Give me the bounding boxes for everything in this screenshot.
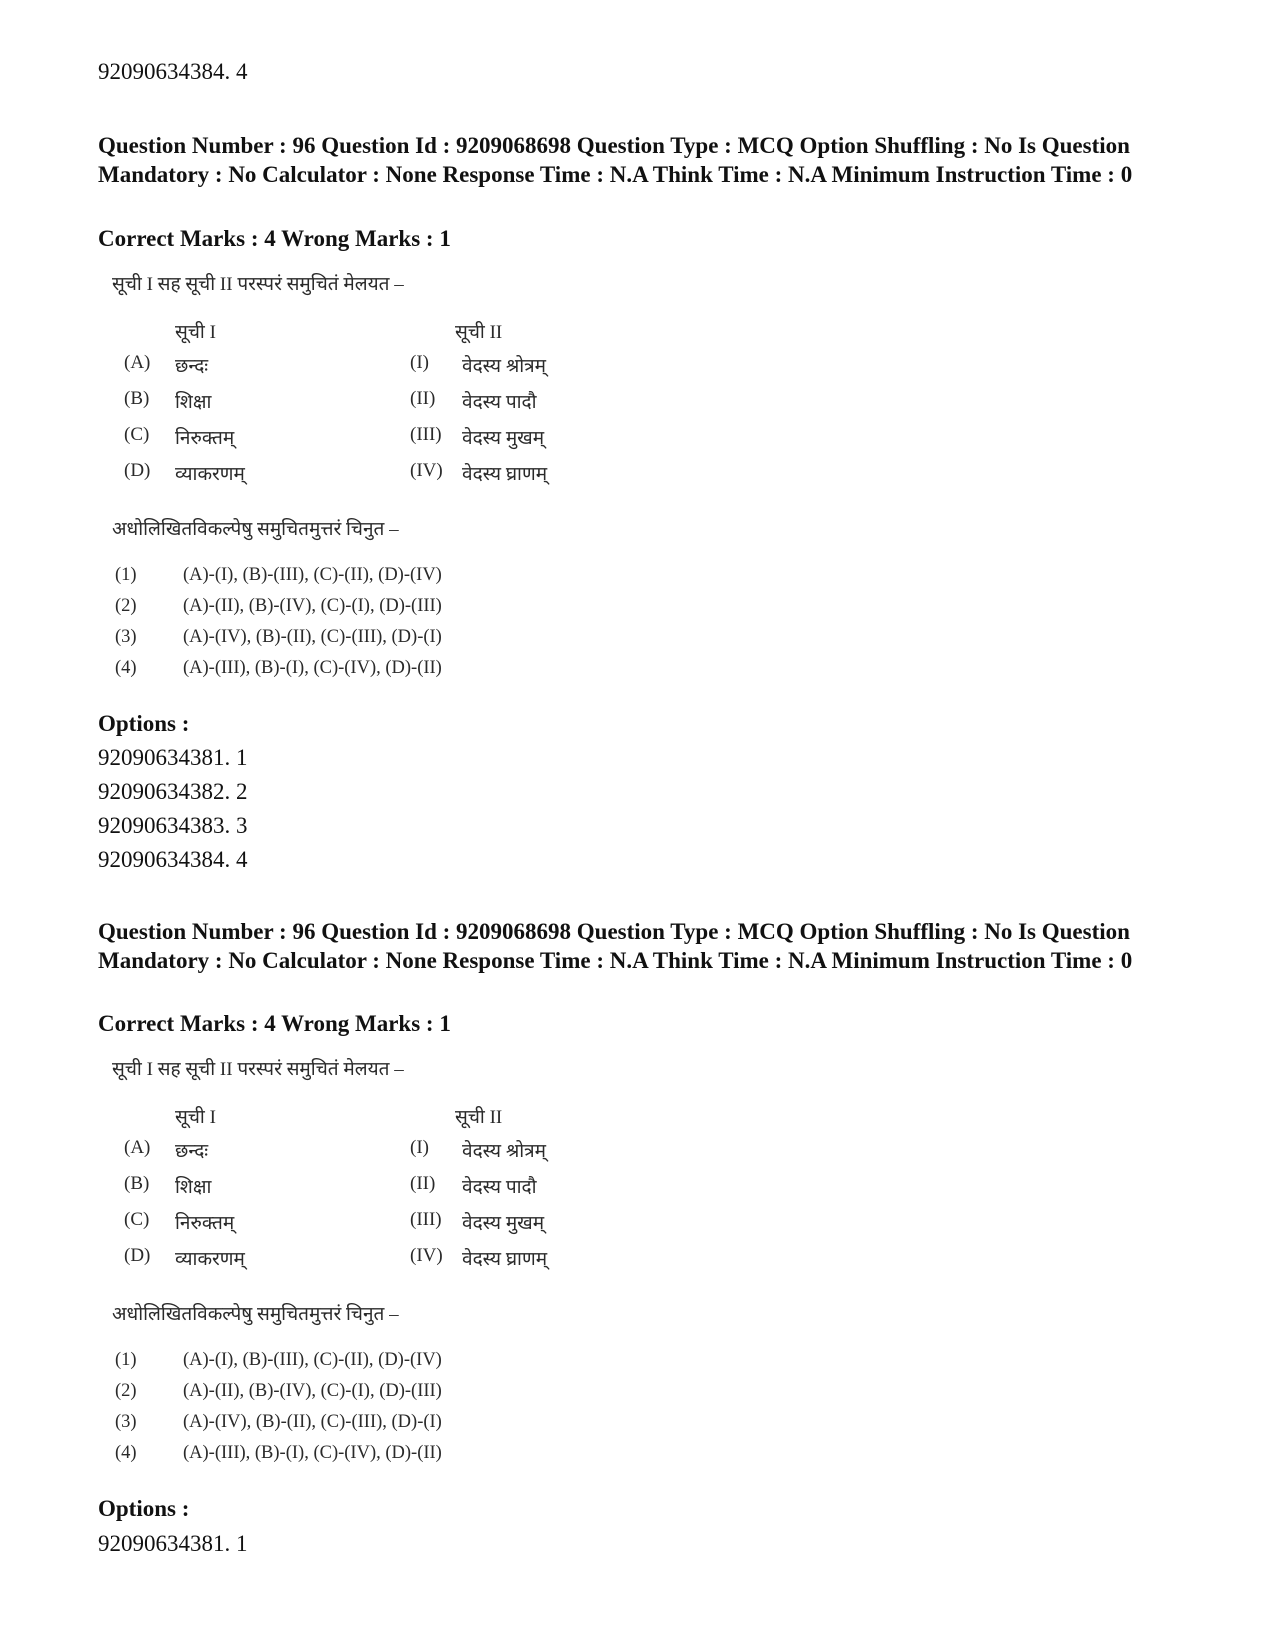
- row-item: निरुक्तम्: [175, 428, 235, 449]
- choice-text: (A)-(I), (B)-(III), (C)-(II), (D)-(IV): [183, 565, 442, 585]
- choice-text: (A)-(I), (B)-(III), (C)-(II), (D)-(IV): [183, 1350, 442, 1370]
- question-header: Question Number : 96 Question Id : 9209068698 Question Type : MCQ Option Shuffling : No Is Question Mandatory : No Calculator : None Response Time : N.A Think Time : N.A Minimum Instruction Time : 0: [98, 919, 1133, 973]
- choice-text: (A)-(IV), (B)-(II), (C)-(III), (D)-(I): [183, 627, 442, 647]
- match-row: [110, 1245, 560, 1271]
- row-letter: (B): [124, 1173, 150, 1194]
- row-letter: (C): [124, 424, 150, 445]
- row-description: वेदस्य श्रोत्रम्: [462, 356, 547, 377]
- row-item: छन्दः: [175, 1141, 209, 1162]
- answer-choice: [110, 596, 560, 622]
- options-label: Options :: [98, 711, 190, 736]
- match-row: [110, 460, 560, 486]
- option-line: 92090634382. 2: [98, 779, 248, 804]
- choice-text: (A)-(III), (B)-(I), (C)-(IV), (D)-(II): [183, 658, 442, 678]
- row-description: वेदस्य श्रोत्रम्: [462, 1141, 547, 1162]
- row-description: वेदस्य घ्राणम्: [462, 1249, 548, 1270]
- choice-text: (A)-(II), (B)-(IV), (C)-(I), (D)-(III): [183, 596, 442, 616]
- choice-number: (2): [115, 596, 137, 616]
- choice-text: (A)-(II), (B)-(IV), (C)-(I), (D)-(III): [183, 1381, 442, 1401]
- choice-text: (A)-(IV), (B)-(II), (C)-(III), (D)-(I): [183, 1412, 442, 1432]
- choice-number: (3): [115, 627, 137, 647]
- row-item: निरुक्तम्: [175, 1213, 235, 1234]
- list-1-heading: सूची I: [175, 1107, 216, 1128]
- row-letter: (D): [124, 1245, 151, 1266]
- match-row: [110, 1173, 560, 1199]
- question-image: [110, 1055, 560, 1475]
- match-row: [110, 1209, 560, 1235]
- match-row: [110, 424, 560, 450]
- row-item: व्याकरणम्: [175, 464, 245, 485]
- row-item: शिक्षा: [175, 392, 212, 413]
- list-1-heading: सूची I: [175, 322, 216, 343]
- list-2-heading: सूची II: [455, 322, 503, 343]
- row-description: वेदस्य पादौ: [462, 392, 537, 413]
- row-description: वेदस्य मुखम्: [462, 1213, 545, 1234]
- match-instruction: सूची I सह सूची II परस्परं समुचितं मेलयत –: [112, 1059, 404, 1080]
- row-roman: (III): [410, 1209, 442, 1230]
- answer-choice: [110, 1443, 560, 1469]
- option-line: 92090634383. 3: [98, 813, 248, 838]
- match-row: [110, 352, 560, 378]
- list-2-heading: सूची II: [455, 1107, 503, 1128]
- choice-number: (1): [115, 565, 137, 585]
- answer-choice: [110, 627, 560, 653]
- row-item: शिक्षा: [175, 1177, 212, 1198]
- row-description: वेदस्य मुखम्: [462, 428, 545, 449]
- match-row: [110, 1137, 560, 1163]
- row-letter: (B): [124, 388, 150, 409]
- row-letter: (C): [124, 1209, 150, 1230]
- option-line: 92090634381. 1: [98, 745, 248, 770]
- answer-choice: [110, 1350, 560, 1376]
- match-row: [110, 388, 560, 414]
- answer-choice: [110, 565, 560, 591]
- marks-line: Correct Marks : 4 Wrong Marks : 1: [98, 1011, 451, 1036]
- answer-choice: [110, 1381, 560, 1407]
- choice-number: (4): [115, 658, 137, 678]
- question-image: [110, 270, 560, 690]
- row-description: वेदस्य पादौ: [462, 1177, 537, 1198]
- row-letter: (D): [124, 460, 151, 481]
- row-roman: (I): [410, 1137, 429, 1158]
- question-header: Question Number : 96 Question Id : 9209068698 Question Type : MCQ Option Shuffling : No Is Question Mandatory : No Calculator : None Response Time : N.A Think Time : N.A Minimum Instruction Time : 0: [98, 133, 1133, 187]
- row-roman: (II): [410, 388, 436, 409]
- choice-number: (1): [115, 1350, 137, 1370]
- row-item: व्याकरणम्: [175, 1249, 245, 1270]
- row-roman: (II): [410, 1173, 436, 1194]
- row-roman: (IV): [410, 460, 443, 481]
- row-letter: (A): [124, 1137, 151, 1158]
- row-item: छन्दः: [175, 356, 209, 377]
- marks-line: Correct Marks : 4 Wrong Marks : 1: [98, 226, 451, 251]
- row-roman: (III): [410, 424, 442, 445]
- choose-instruction: अधोलिखितविकल्पेषु समुचितमुत्तरं चिनुत –: [112, 1304, 399, 1325]
- options-label: Options :: [98, 1496, 190, 1521]
- answer-choice: [110, 1412, 560, 1438]
- choice-number: (2): [115, 1381, 137, 1401]
- row-description: वेदस्य घ्राणम्: [462, 464, 548, 485]
- match-instruction: सूची I सह सूची II परस्परं समुचितं मेलयत –: [112, 274, 404, 295]
- row-roman: (IV): [410, 1245, 443, 1266]
- choice-text: (A)-(III), (B)-(I), (C)-(IV), (D)-(II): [183, 1443, 442, 1463]
- option-line: 92090634384. 4: [98, 59, 248, 84]
- option-line: 92090634381. 1: [98, 1531, 248, 1556]
- choice-number: (4): [115, 1443, 137, 1463]
- row-letter: (A): [124, 352, 151, 373]
- row-roman: (I): [410, 352, 429, 373]
- choice-number: (3): [115, 1412, 137, 1432]
- option-line: 92090634384. 4: [98, 847, 248, 872]
- choose-instruction: अधोलिखितविकल्पेषु समुचितमुत्तरं चिनुत –: [112, 519, 399, 540]
- answer-choice: [110, 658, 560, 684]
